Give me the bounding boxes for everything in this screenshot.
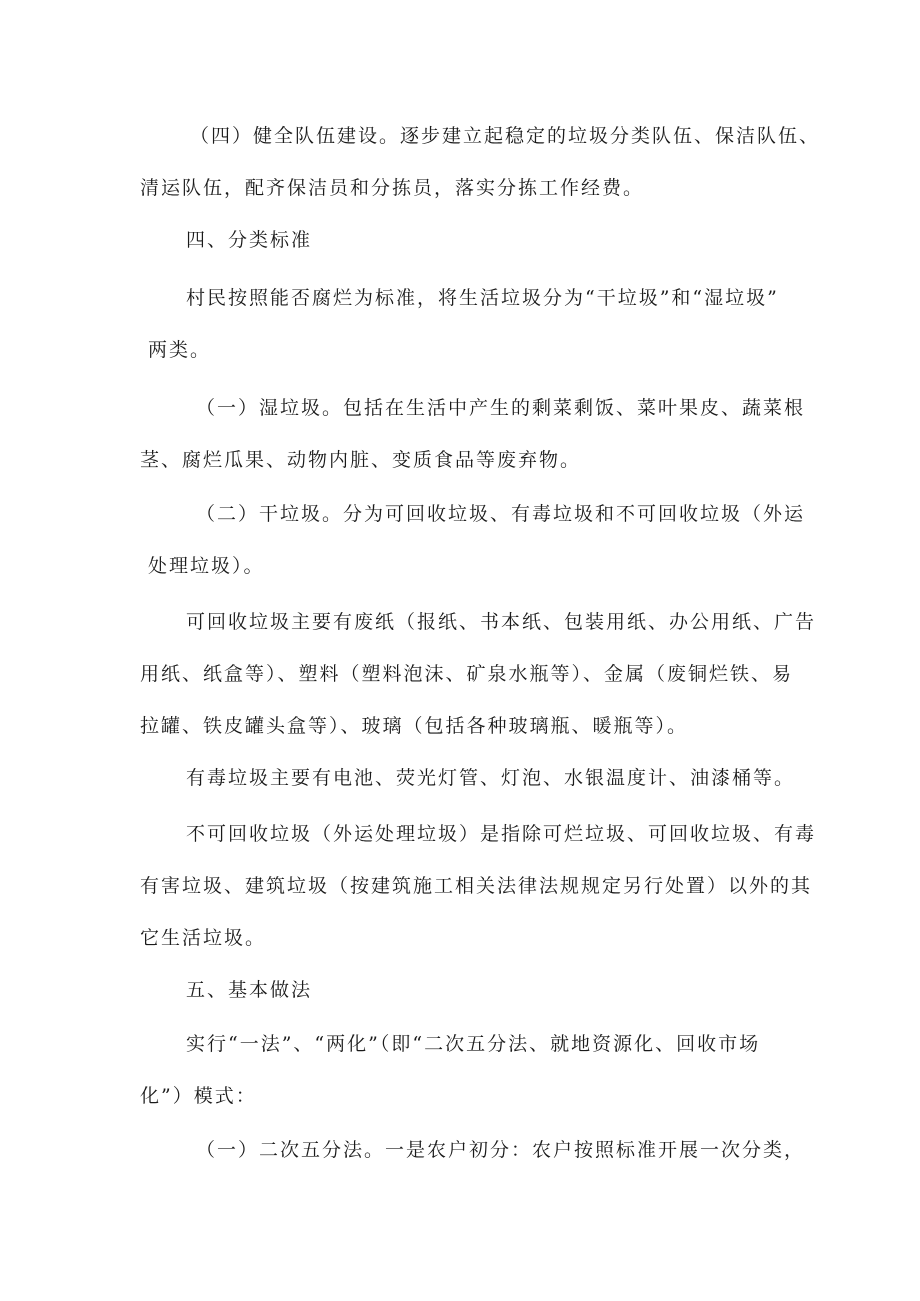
text-line: 不可回收垃圾（外运处理垃圾）是指除可烂垃圾、可回收垃圾、有毒 — [186, 823, 817, 845]
text-line: 茎、腐烂瓜果、动物内脏、变质食品等废弃物。 — [140, 449, 582, 471]
text-line: 五、基本做法 — [186, 979, 313, 1001]
text-line: 有害垃圾、建筑垃圾（按建筑施工相关法律法规规定另行处置）以外的其 — [140, 875, 813, 897]
section-heading-basic-practice — [140, 964, 790, 1016]
text-line: （二）干垃圾。分为可回收垃圾、有毒垃圾和不可回收垃圾（外运 — [196, 503, 806, 525]
paragraph-wet-garbage — [140, 382, 806, 486]
section-heading-classification-standard — [140, 214, 790, 266]
paragraph-one-law-two-modes — [140, 1018, 790, 1122]
text-line: （一）湿垃圾。包括在生活中产生的剩菜剩饭、菜叶果皮、蔬菜根 — [196, 397, 806, 419]
paragraph-non-recyclable — [140, 808, 817, 964]
text-line: 清运队伍，配齐保洁员和分拣员，落实分拣工作经费。 — [140, 177, 645, 199]
text-line: 可回收垃圾主要有废纸（报纸、书本纸、包装用纸、办公用纸、广告 — [186, 611, 817, 633]
paragraph-dry-garbage — [140, 488, 806, 592]
text-line: 村民按照能否腐烂为标准，将生活垃圾分为“干垃圾”和“湿垃圾” — [186, 287, 779, 309]
text-line: 拉罐、铁皮罐头盒等）、玻璃（包括各种玻璃瓶、暖瓶等）。 — [140, 715, 689, 737]
paragraph-recyclable — [140, 596, 817, 752]
paragraph-team-building — [140, 110, 821, 214]
text-line: 它生活垃圾。 — [140, 927, 267, 949]
text-line: 处理垃圾）。 — [148, 555, 265, 577]
text-line: 实行“一法”、“两化”（即“二次五分法、就地资源化、回收市场 — [186, 1033, 761, 1055]
paragraph-classification-rule — [140, 272, 790, 376]
text-line: 化”）模式： — [140, 1085, 257, 1107]
paragraph-two-step-five-category — [140, 1124, 806, 1176]
paragraph-toxic — [140, 752, 796, 804]
text-line: 有毒垃圾主要有电池、荧光灯管、灯泡、水银温度计、油漆桶等。 — [186, 767, 796, 789]
text-line: （四）健全队伍建设。逐步建立起稳定的垃圾分类队伍、保洁队伍、 — [190, 125, 821, 147]
text-line: 四、分类标准 — [186, 229, 313, 251]
text-line: 两类。 — [148, 339, 212, 361]
text-line: 用纸、纸盒等）、塑料（塑料泡沫、矿泉水瓶等）、金属（废铜烂铁、易 — [140, 663, 794, 685]
text-line: （一）二次五分法。一是农户初分：农户按照标准开展一次分类， — [196, 1139, 806, 1161]
